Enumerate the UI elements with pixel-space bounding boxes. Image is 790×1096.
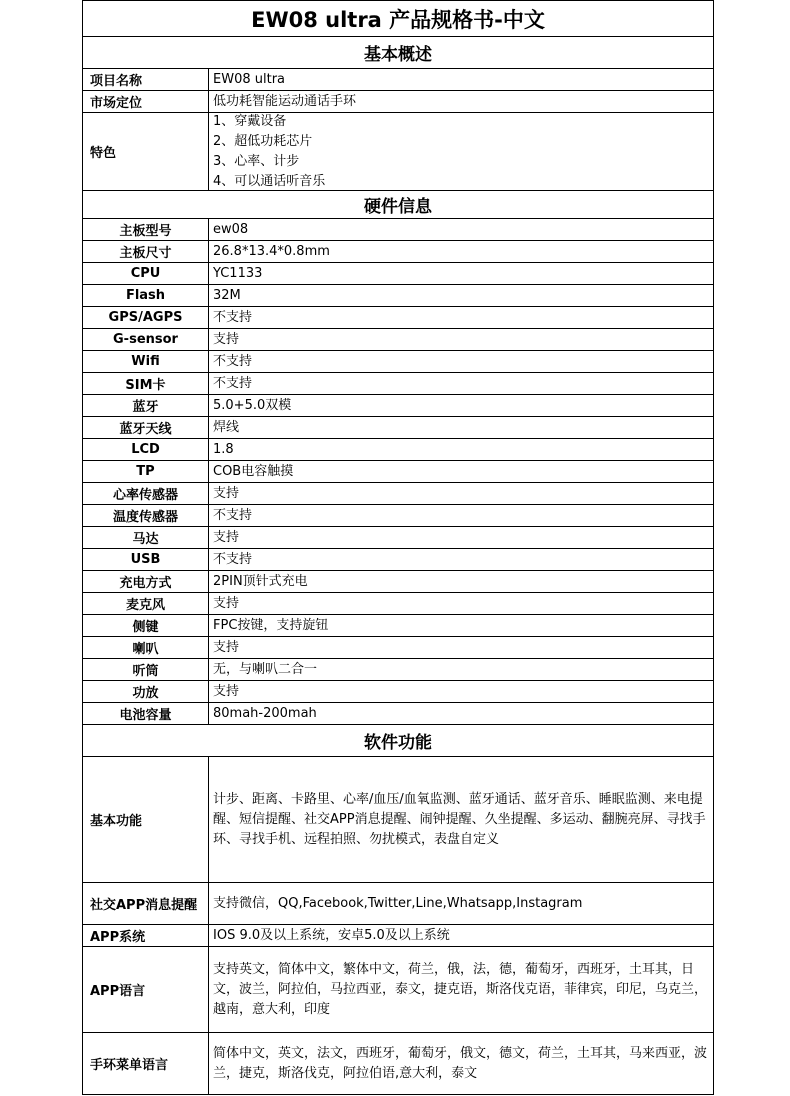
row-label: 基本功能 xyxy=(83,757,209,882)
row-label: 听筒 xyxy=(83,659,209,680)
row-label: 主板尺寸 xyxy=(83,241,209,262)
feature-item: 3、心率、计步 xyxy=(213,153,300,169)
document-title xyxy=(82,0,714,37)
value-text: COB电容触摸 xyxy=(213,463,294,479)
value-text: 计步、距离、卡路里、心率/血压/血氧监测、蓝牙通话、蓝牙音乐、睡眠监测、来电提醒、短信提醒、社交APP消息提醒、闹钟提醒、久坐提醒、多运动、翻腕亮屏、寻找手环、寻找手机、远程拍照、勿扰模式，表盘自定义 xyxy=(213,791,706,847)
row-value xyxy=(209,757,713,882)
row-label: Wifi xyxy=(83,351,209,372)
section-header-hardware xyxy=(82,191,714,219)
value-text: 32M xyxy=(213,287,241,303)
row-value xyxy=(209,883,713,924)
row-value xyxy=(209,659,713,680)
row-value xyxy=(209,219,713,240)
row-label: 充电方式 xyxy=(83,571,209,592)
table-row xyxy=(82,483,714,505)
value-text: IOS 9.0及以上系统，安卓5.0及以上系统 xyxy=(213,927,450,943)
value-text: 26.8*13.4*0.8mm xyxy=(213,243,330,259)
table-row xyxy=(82,615,714,637)
row-value xyxy=(209,681,713,702)
row-value xyxy=(209,615,713,636)
value-text: 1.8 xyxy=(213,441,234,457)
row-label: 蓝牙天线 xyxy=(83,417,209,438)
section-title: 软件功能 xyxy=(364,733,432,753)
table-row xyxy=(82,439,714,461)
table-row-features xyxy=(82,113,714,191)
value-text: 不支持 xyxy=(213,309,253,325)
row-value xyxy=(209,461,713,482)
row-label: USB xyxy=(83,549,209,570)
section-title: 基本概述 xyxy=(364,45,432,65)
value-text: 支持 xyxy=(213,595,240,611)
table-row xyxy=(82,329,714,351)
value-text: EW08 ultra xyxy=(213,71,286,87)
row-value xyxy=(209,703,713,724)
table-row xyxy=(82,571,714,593)
value-text: 2PIN顶针式充电 xyxy=(213,573,308,589)
table-row-system xyxy=(82,925,714,947)
table-row-app-language xyxy=(82,947,714,1033)
row-label: 蓝牙 xyxy=(83,395,209,416)
table-row xyxy=(82,461,714,483)
row-value xyxy=(209,395,713,416)
row-label: 特色 xyxy=(83,113,209,190)
row-label: APP语言 xyxy=(83,947,209,1032)
table-row xyxy=(82,681,714,703)
row-value xyxy=(209,439,713,460)
section-title: 硬件信息 xyxy=(364,197,432,217)
value-text: 不支持 xyxy=(213,353,253,369)
row-value xyxy=(209,947,713,1032)
row-value xyxy=(209,417,713,438)
row-label: 主板型号 xyxy=(83,219,209,240)
table-row xyxy=(82,351,714,373)
table-row xyxy=(82,505,714,527)
row-value xyxy=(209,527,713,548)
table-row xyxy=(82,373,714,395)
row-value xyxy=(209,505,713,526)
row-label: 温度传感器 xyxy=(83,505,209,526)
row-label: 侧键 xyxy=(83,615,209,636)
features-list xyxy=(209,113,713,190)
table-row xyxy=(82,307,714,329)
table-row xyxy=(82,417,714,439)
row-label: CPU xyxy=(83,263,209,284)
row-label: 手环菜单语言 xyxy=(83,1033,209,1094)
row-label: 项目名称 xyxy=(83,69,209,90)
table-row xyxy=(82,69,714,91)
table-row xyxy=(82,241,714,263)
value-text: 支持 xyxy=(213,639,240,655)
row-value xyxy=(209,91,713,112)
row-value xyxy=(209,285,713,306)
row-label: TP xyxy=(83,461,209,482)
row-value xyxy=(209,373,713,394)
row-value xyxy=(209,549,713,570)
row-value xyxy=(209,483,713,504)
row-value xyxy=(209,351,713,372)
row-value xyxy=(209,571,713,592)
row-label: 功放 xyxy=(83,681,209,702)
table-row xyxy=(82,527,714,549)
value-text: 80mah-200mah xyxy=(213,705,317,721)
value-text: 不支持 xyxy=(213,507,253,523)
row-value xyxy=(209,241,713,262)
value-text: 支持 xyxy=(213,485,240,501)
value-text: 无，与喇叭二合一 xyxy=(213,661,318,677)
document-title-text: EW08 ultra 产品规格书-中文 xyxy=(251,7,545,32)
table-row xyxy=(82,285,714,307)
table-row-social xyxy=(82,883,714,925)
value-text: 简体中文，英文，法文，西班牙，葡萄牙，俄文，德文，荷兰，土耳其，马来西亚，波兰，捷克，斯洛伐克，阿拉伯语,意大利，泰文 xyxy=(213,1045,708,1081)
row-label: APP系统 xyxy=(83,925,209,946)
value-text: 低功耗智能运动通话手环 xyxy=(213,93,357,109)
value-text: FPC按键，支持旋钮 xyxy=(213,617,329,633)
row-value xyxy=(209,69,713,90)
table-row xyxy=(82,659,714,681)
table-row xyxy=(82,703,714,725)
table-row xyxy=(82,395,714,417)
row-label: 喇叭 xyxy=(83,637,209,658)
row-value xyxy=(209,637,713,658)
section-header-overview xyxy=(82,37,714,69)
table-row xyxy=(82,593,714,615)
table-row xyxy=(82,637,714,659)
value-text: 支持 xyxy=(213,683,240,699)
row-value xyxy=(209,263,713,284)
row-label: 心率传感器 xyxy=(83,483,209,504)
row-label: 市场定位 xyxy=(83,91,209,112)
value-text: ew08 xyxy=(213,221,249,237)
table-row xyxy=(82,263,714,285)
row-label: 麦克风 xyxy=(83,593,209,614)
table-row xyxy=(82,219,714,241)
row-label: LCD xyxy=(83,439,209,460)
row-value xyxy=(209,329,713,350)
row-label: 电池容量 xyxy=(83,703,209,724)
row-value xyxy=(209,307,713,328)
row-label: 社交APP消息提醒 xyxy=(83,883,209,924)
feature-item: 4、可以通话听音乐 xyxy=(213,173,326,189)
value-text: 不支持 xyxy=(213,375,253,391)
feature-item: 1、穿戴设备 xyxy=(213,113,287,129)
table-row-basic-functions xyxy=(82,757,714,883)
row-label: G-sensor xyxy=(83,329,209,350)
value-text: 不支持 xyxy=(213,551,253,567)
value-text: 支持英文，简体中文，繁体中文，荷兰，俄，法，德，葡萄牙，西班牙，土耳其，日文，波兰，阿拉伯，马拉西亚，泰文，捷克语，斯洛伐克语，菲律宾，印尼，乌克兰，越南，意大利，印度 xyxy=(213,961,708,1017)
row-label: 马达 xyxy=(83,527,209,548)
value-text: 支持微信，QQ,Facebook,Twitter,Line,Whatsapp,Instagram xyxy=(213,895,583,911)
row-value xyxy=(209,593,713,614)
row-label: GPS/AGPS xyxy=(83,307,209,328)
section-header-software xyxy=(82,725,714,757)
feature-item: 2、超低功耗芯片 xyxy=(213,133,313,149)
row-label: Flash xyxy=(83,285,209,306)
value-text: 5.0+5.0双模 xyxy=(213,397,292,413)
value-text: YC1133 xyxy=(213,265,263,281)
row-label: SIM卡 xyxy=(83,373,209,394)
value-text: 焊线 xyxy=(213,419,240,435)
row-value xyxy=(209,1033,713,1094)
row-value xyxy=(209,925,713,946)
table-row xyxy=(82,549,714,571)
table-row xyxy=(82,91,714,113)
table-row-menu-language xyxy=(82,1033,714,1095)
value-text: 支持 xyxy=(213,331,240,347)
value-text: 支持 xyxy=(213,529,240,545)
